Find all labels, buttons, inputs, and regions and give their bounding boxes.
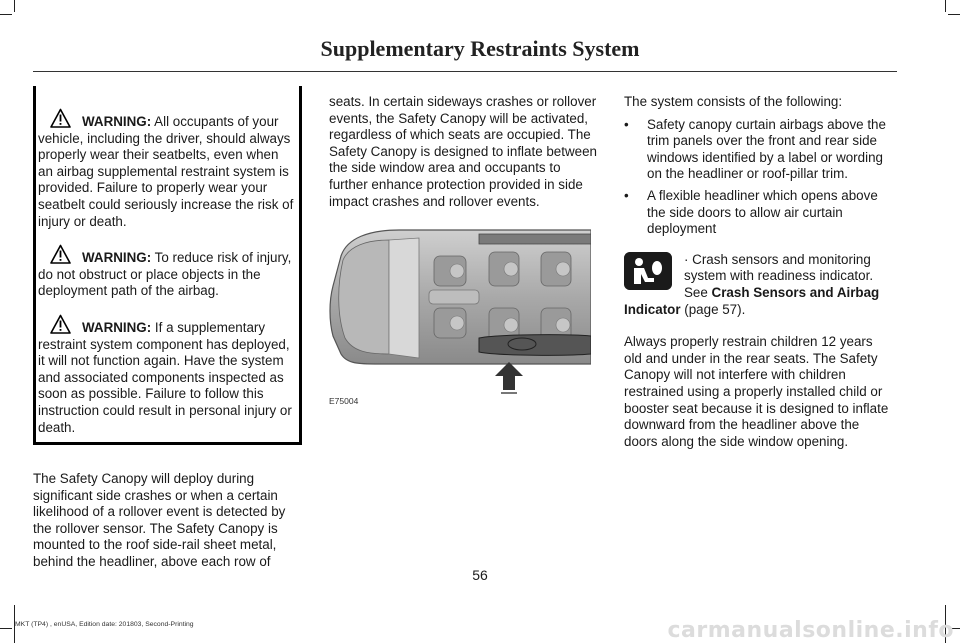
crop-mark (0, 628, 12, 629)
page-number: 56 (472, 567, 488, 583)
children-restraint-paragraph: Always properly restrain children 12 years old and under in the rear seats. The Safety Canopy will not interfere with children restrained using a properly installed child or booster seat because it is designed to inflate downward from the headliner above the doors along the side window opening. (624, 334, 889, 449)
warning-label: WARNING: (82, 319, 152, 335)
safety-canopy-paragraph-cont: seats. In certain sideways crashes or rollover events, the Safety Canopy will be activated, regardless of which seats are occupied. The Safety Canopy is designed to inflate between the side window area and occupants to further enhance protection provided in side impact crashes and rollover events. (329, 94, 597, 209)
warning-1 (38, 108, 296, 230)
warning-triangle-icon (45, 108, 76, 128)
column-3 (624, 94, 894, 450)
system-intro: The system consists of the following: (624, 94, 843, 109)
warning-label: WARNING: (82, 250, 152, 266)
cross-reference-link[interactable]: Crash Sensors and Airbag Indicator (624, 284, 880, 317)
crop-mark (945, 0, 946, 12)
vehicle-overhead-illustration (329, 226, 591, 396)
airbag-indicator-icon (624, 252, 672, 290)
impact-arrow-icon (495, 362, 523, 394)
warning-box (33, 86, 302, 445)
figure-code: E75004 (329, 396, 359, 406)
watermark: carmanualsonline.info (667, 618, 954, 643)
list-item (624, 117, 894, 183)
safety-canopy-figure (329, 226, 591, 406)
page-header-title: Supplementary Restraints System (320, 36, 640, 61)
crop-mark (948, 14, 960, 15)
warning-label: WARNING: (82, 114, 152, 129)
safety-canopy-paragraph: The Safety Canopy will deploy during significant side crashes or when a certain likelihood of a rollover event is detected by the rollover sensor. The Safety Canopy is mounted to the roof side-rail sheet metal, behind the headliner, above each row of (33, 471, 286, 570)
airbag-indicator-text: · Crash sensors and monitoring system with readiness indicator. See (684, 251, 874, 300)
bullet: • (624, 116, 629, 132)
bullet: • (624, 187, 629, 203)
warning-text: All occupants of your vehicle, including the driver, should always properly wear their seatbelts, even when an airbag supplemental restraint system is provided. Failure to properly wear your seatbelt could seriously increase the risk of injury or death. (38, 114, 294, 229)
system-components-list (624, 117, 894, 238)
airbag-indicator-block (624, 252, 894, 318)
warning-3 (38, 314, 296, 436)
column-2 (329, 94, 601, 210)
crop-mark (0, 14, 12, 15)
header-rule (33, 71, 897, 72)
footer-edition-text: MKT (TP4) , enUSA, Edition date: 201803, Second-Printing (15, 621, 194, 628)
warning-2 (38, 244, 296, 300)
crop-mark (14, 605, 15, 643)
crop-mark (14, 0, 15, 12)
column-1 (33, 86, 302, 571)
warning-triangle-icon (45, 244, 76, 264)
list-item-text: Safety canopy curtain airbags above the trim panels over the front and rear side windows identified by a label or wording on the headliner or roof-pillar trim. (647, 116, 886, 182)
warning-text: To reduce risk of injury, do not obstruct or place objects in the deployment path of the airbag. (38, 250, 292, 299)
warning-text: If a supplementary restraint system component has deployed, it will not function again. Have the system and associated components inspected as soon as possible. Failure to follow this instruction could result in personal injury or death. (38, 319, 292, 435)
list-item-text: A flexible headliner which opens above the side doors to allow air curtain deployment (647, 187, 878, 237)
list-item (624, 188, 894, 238)
cross-reference-page: (page 57). (680, 301, 746, 317)
warning-triangle-icon (45, 314, 76, 334)
